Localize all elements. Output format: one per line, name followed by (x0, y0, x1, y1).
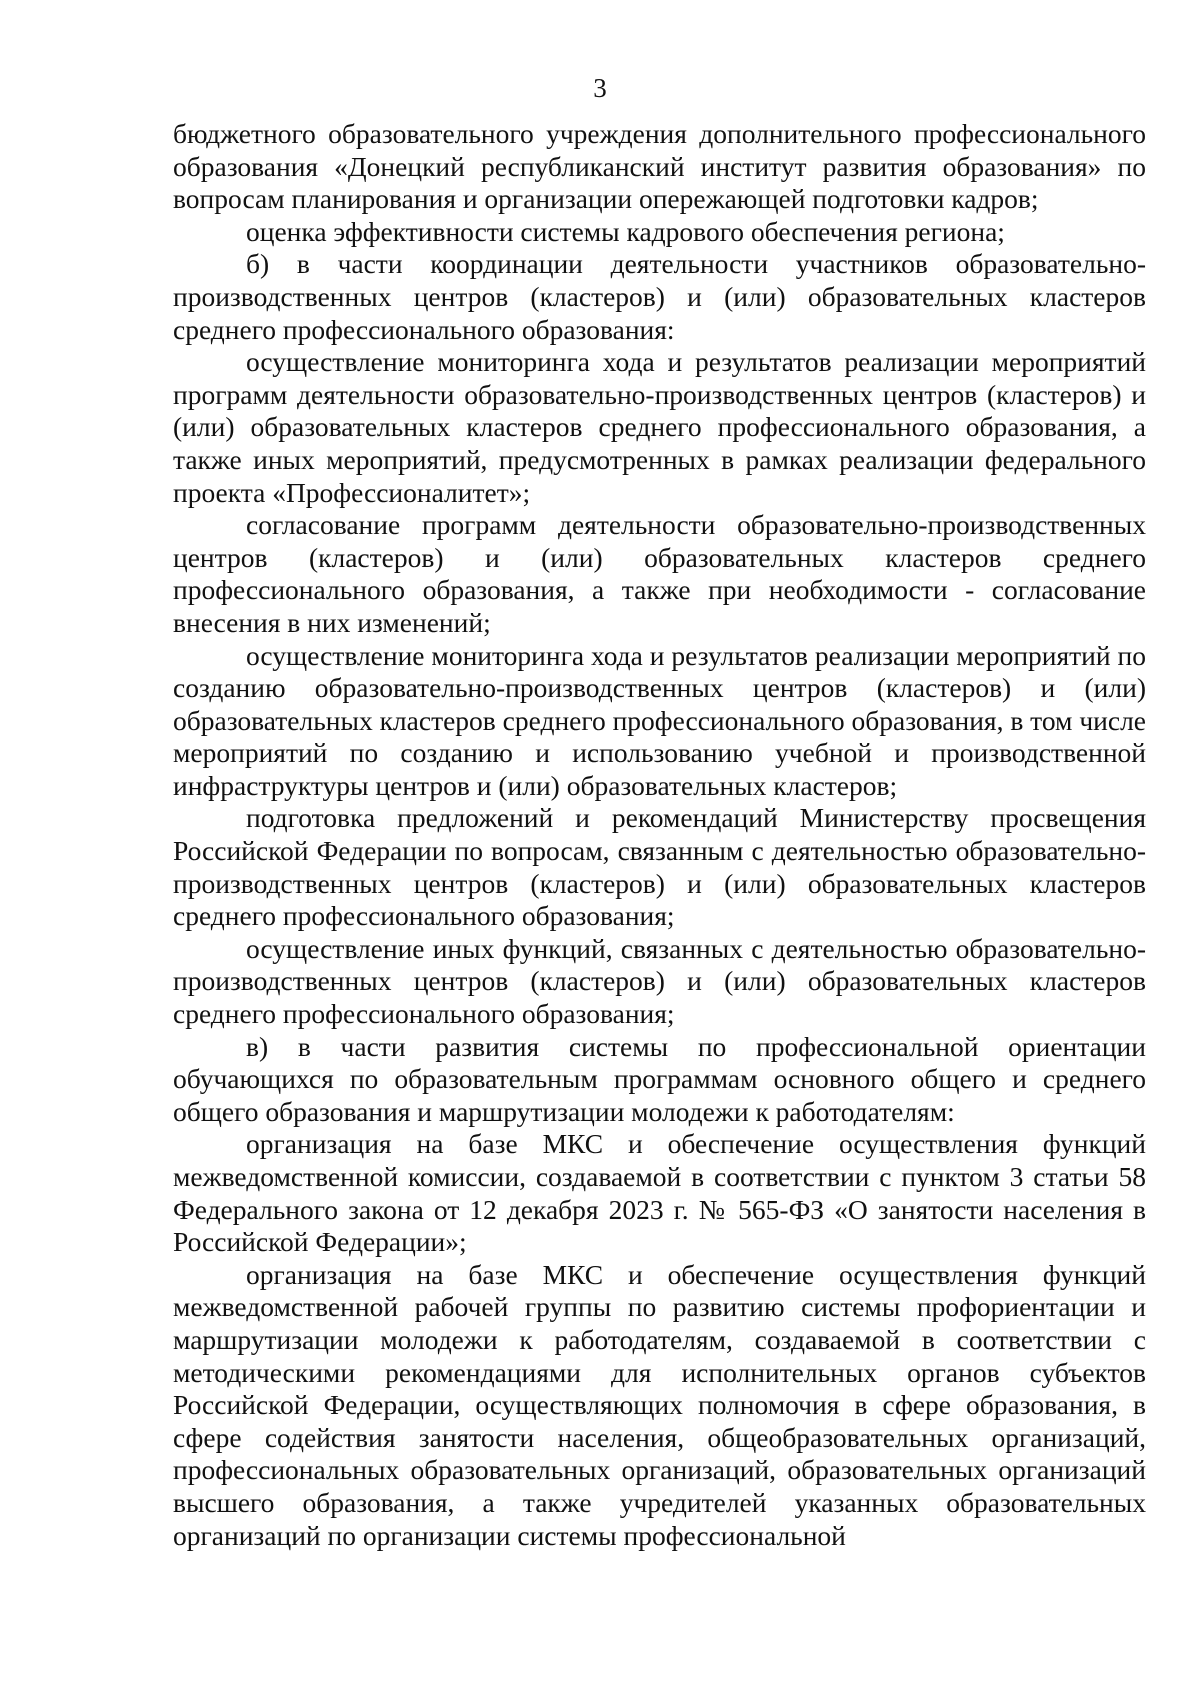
document-body (173, 118, 1146, 1552)
paragraph-continuation: бюджетного образовательного учреждения дополнительного профессионального образования «Донецкий республиканский институт развития образования» по вопросам планирования и организации опережающей подготовки кадров; (173, 118, 1146, 215)
paragraph-interagency-commission: организация на базе МКС и обеспечение осуществления функций межведомственной комиссии, создаваемой в соответствии с пунктом 3 статьи 58 Федерального закона от 12 декабря 2023 г. № 565-ФЗ «О занятости населения в Российской Федерации»; (173, 1128, 1146, 1258)
paragraph-interagency-working-group: организация на базе МКС и обеспечение осуществления функций межведомственной рабочей группы по развитию системы профориентации и маршрутизации молодежи к работодателям, создаваемой в соответствии с методическими рекомендациями для исполнительных органов субъектов Российской Федерации, осуществляющих полномочия в сфере образования, в сфере содействия занятости населения, общеобразовательных организаций, профессиональных образовательных организаций, образовательных организаций высшего образования, а также учредителей указанных образовательных организаций по организации системы профессиональной (173, 1258, 1146, 1551)
paragraph-efficiency-assessment: оценка эффективности системы кадрового обеспечения региона; (246, 215, 1005, 247)
paragraph-other-functions: осуществление иных функций, связанных с деятельностью образовательно-производственных центров (кластеров) и (или) образовательных кластеров среднего профессионального образования; (173, 932, 1146, 1030)
paragraph-monitoring-programs: осуществление мониторинга хода и результатов реализации мероприятий программ деятельности образовательно-производственных центров (кластеров) и (или) образовательных кластеров среднего профессионального образования, а также иных мероприятий, предусмотренных в рамках реализации федерального проекта «Профессионалитет»; (173, 346, 1146, 508)
paragraph-section-c: в) в части развития системы по профессиональной ориентации обучающихся по образовательным программам основного общего и среднего общего образования и маршрутизации молодежи к работодателям: (173, 1030, 1146, 1127)
paragraph-program-approval: согласование программ деятельности образовательно-производственных центров (кластеров) и (или) образовательных кластеров среднего профессионального образования, а также при необходимости - согласование внесения в них изменений; (173, 509, 1146, 638)
page-number: 3 (593, 73, 607, 103)
paragraph-monitoring-creation: осуществление мониторинга хода и результатов реализации мероприятий по созданию образовательно-производственных центров (кластеров) и (или) образовательных кластеров среднего профессионального образования, в том числе мероприятий по созданию и использованию учебной и производственной инфраструктуры центров и (или) образовательных кластеров; (173, 639, 1147, 801)
paragraph-section-b: б) в части координации деятельности участников образовательно-производственных центров (кластеров) и (или) образовательных кластеров среднего профессионального образования: (173, 248, 1146, 345)
paragraph-proposals: подготовка предложений и рекомендаций Министерству просвещения Российской Федерации по вопросам, связанным с деятельностью образовательно-производственных центров (кластеров) и (или) образовательных кластеров среднего профессионального образования; (173, 802, 1146, 932)
